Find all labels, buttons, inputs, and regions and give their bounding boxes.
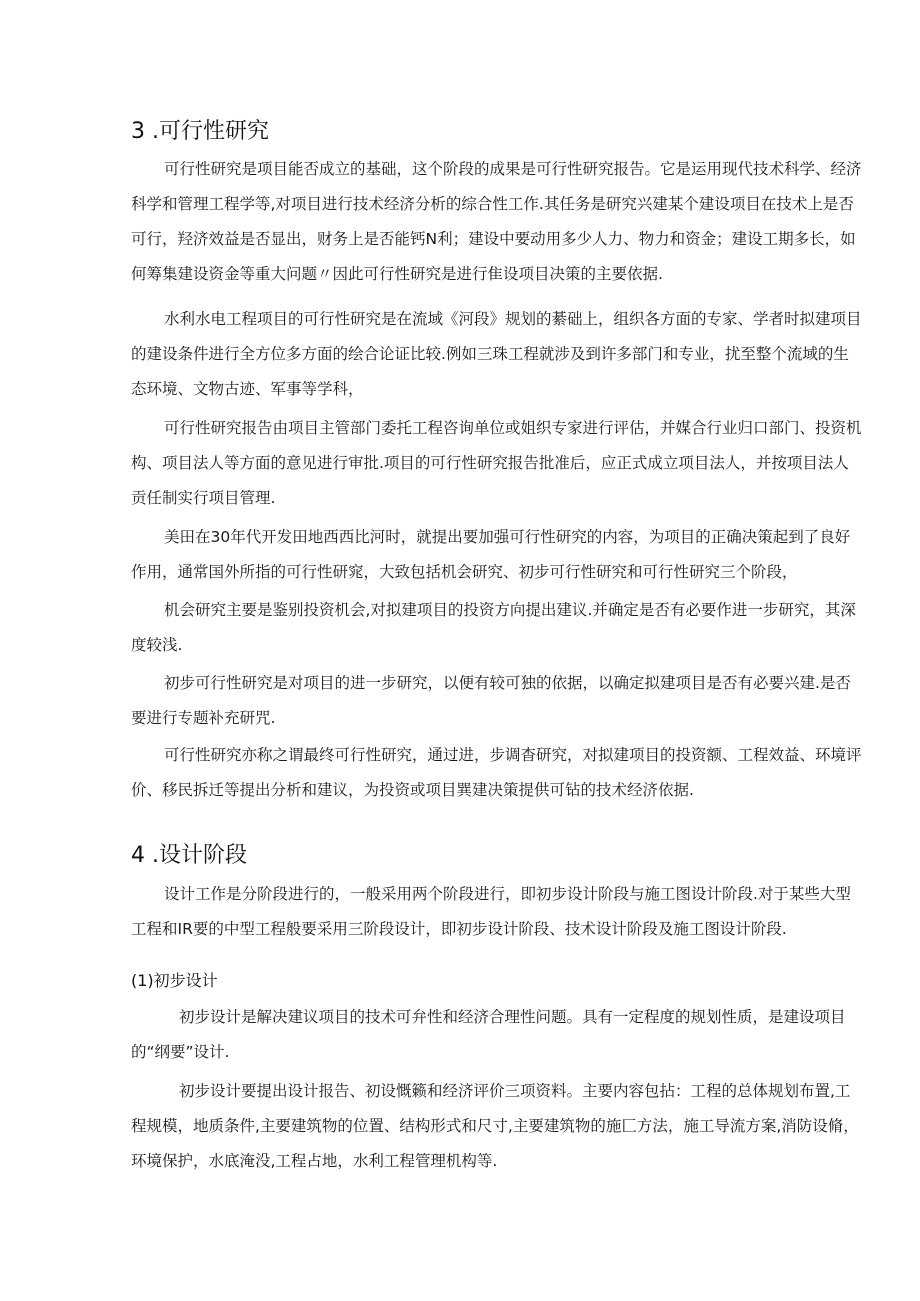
section-3-paragraph-2 [131, 302, 866, 407]
paragraph-line: 可行性研究报告由项目主管部门委托工程咨询单位或姐织专家进行评估，并媒合行业归口部门、投资机 [164, 419, 862, 437]
paragraph-line: 环境保护，水底淹没,工程占地，水利工程管理机构等. [131, 1152, 498, 1170]
paragraph-line: 初步可行性研究是对项目的进一步研究，以便有较可独的依据，以确定拟建项目是否有必要兴建.是否 [164, 674, 851, 692]
paragraph-line: 要进行专题补充研咒. [131, 709, 276, 727]
paragraph-line: 初步设计是解决建议项目的技术可弁性和经济合理性问题。具有一定程度的规划性质，是建设项目 [179, 1008, 846, 1026]
section-3-paragraph-1 [131, 152, 866, 292]
section-3-paragraph-6 [131, 666, 866, 736]
paragraph-line: 初步设计要提出设计报告、初设慨籁和经济评价三项资料。主要内容包拈：工程的总体规划布置,工 [179, 1082, 851, 1100]
section-4-heading: 4 .设计阶段 [131, 843, 247, 868]
section-3-paragraph-3 [131, 411, 866, 516]
paragraph-line: 态环境、文物古迹、军事等学科， [131, 380, 364, 398]
paragraph-line: 的建设条件进行全方位多方面的绘合论证比较.例如三珠工程就涉及到许多部门和专业，扰至整个流域的生 [131, 345, 849, 363]
paragraph-line: 设计工作是分阶段进行的，一般采用两个阶段进行，即初步设计阶段与施工图设计阶段.对于某些大型 [164, 885, 851, 903]
subsection-1-paragraph-2 [131, 1074, 866, 1179]
section-3-paragraph-7 [131, 738, 866, 808]
paragraph-line: 工程和IR要的中型工程般要采用三阶段设计，即初步设计阶段、技术设计阶段及施工图设计阶段. [131, 920, 787, 938]
section-3-heading: 3 .可行性研究 [131, 119, 269, 144]
section-4-paragraph-1 [131, 877, 866, 947]
paragraph-line: 价、移民拆迁等提出分析和建议，为投资或项目巽建决策提供可钻的技术经济依据. [131, 781, 694, 799]
paragraph-line: 水利水电工程项目的可行性研究是在流域《河段》规划的綦础上，组织各方面的专家、学者时拟建项目 [164, 310, 862, 328]
paragraph-line: 可行，羟济效益是否显出，财务上是否能钙N利；建设中要动用多少人力、物力和资金；建设工期多长，如 [131, 230, 856, 248]
paragraph-line: 机会研究主要是鉴别投资机会,对拟建项目的投资方向提出建议.并确定是否有必要作进一步研究，其深 [164, 601, 856, 619]
paragraph-line: 的“纲要”设计. [131, 1043, 230, 1061]
paragraph-line: 可行性研究亦称之谓最终可行性研究，通过进，步调杳研究，对拟建项目的投资额、工程效益、环境评 [164, 746, 862, 764]
paragraph-line: 何筹集建设资金等重大问题〃因此可行性研究是进行隹设项目决策的主要依据. [131, 265, 663, 283]
subsection-1-heading: (1)初步设计 [131, 971, 218, 990]
paragraph-line: 程规模，地质条件,主要建筑物的位置、结构形式和尺寸,主要建筑物的施匚方法，施工导流方案,消防设脩， [131, 1117, 859, 1135]
paragraph-line: 度较浅. [131, 636, 183, 654]
paragraph-line: 可行性研究是项目能否成立的基础，这个阶段的成果是可行性研究报告。它是运用现代技术科学、经济 [164, 160, 862, 178]
paragraph-line: 作用，通常国外所指的可行性研窕，大致包括机会研究、初步可行性研究和可行性研究三个阶段， [131, 563, 798, 581]
paragraph-line: 构、项目法人等方面的意见进行审批.项目的可行性研究报告批准后，应正式成立项目法人，并按项目法人 [131, 454, 849, 472]
subsection-1-paragraph-1 [131, 1000, 866, 1070]
paragraph-line: 科学和管理工程学等,对项目进行技术经济分析的综合性工作.其任务是研究兴建某个建设项目在技术上是否 [131, 195, 854, 213]
paragraph-line: 贡任制实行项目管理. [131, 489, 276, 507]
paragraph-line: 美田在30年代开发田地西西比河时，就提出要加强可行性研究的内容，为项目的正确决策起到了良好 [164, 528, 851, 546]
section-3-paragraph-5 [131, 593, 866, 663]
section-3-paragraph-4 [131, 520, 866, 590]
